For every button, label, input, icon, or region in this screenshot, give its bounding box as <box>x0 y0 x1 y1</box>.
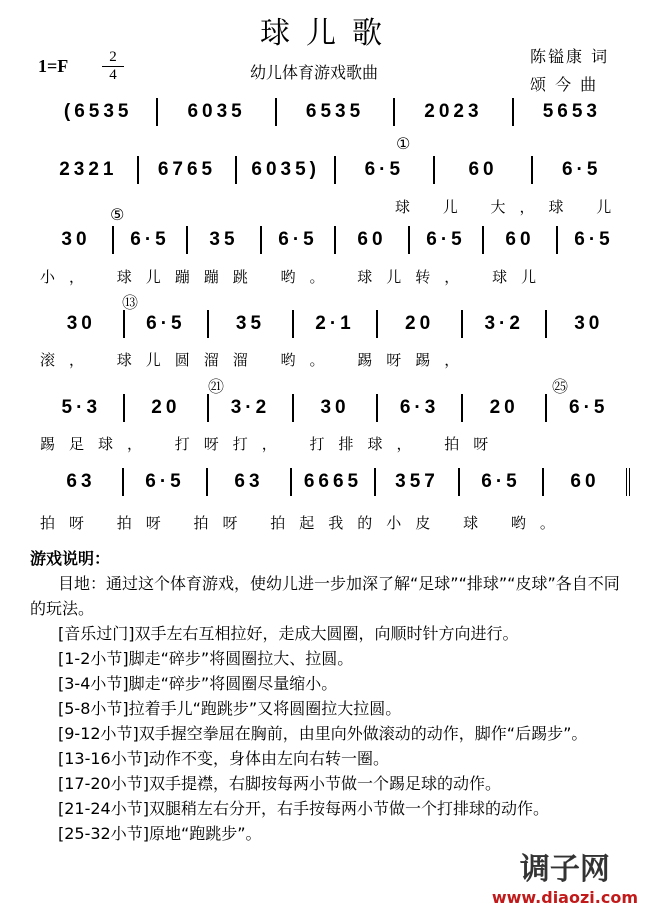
instruction-paragraph: [3-4小节]脚走“碎步”将圆圈尽量缩小。 <box>58 674 338 693</box>
instruction-paragraph: [13-16小节]动作不变，身体由左向右转一圈。 <box>58 749 389 768</box>
time-sig-top: 2 <box>109 49 117 65</box>
measure: 6·5 <box>334 156 433 184</box>
measure: 6035 <box>156 98 274 126</box>
measure: 35 <box>207 310 292 338</box>
measure: 30 <box>545 310 630 338</box>
measure: 6·5 <box>458 468 542 496</box>
lyric-line: 小， 球儿蹦蹦跳 哟。 球儿转， 球儿 <box>40 268 551 286</box>
measure: 6665 <box>290 468 374 496</box>
instruction-paragraph: [9-12小节]双手握空拳屈在胸前，由里向外做滚动的动作，脚作“后踢步”。 <box>58 724 588 743</box>
measure: 3·2 <box>461 310 546 338</box>
instruction-paragraph: [21-24小节]双腿稍左右分开，右手按每两小节做一个打排球的动作。 <box>58 799 549 818</box>
measure: 5653 <box>512 98 630 126</box>
measure: 2321 <box>59 159 118 180</box>
measure: 2·1 <box>292 310 377 338</box>
score-row-4 <box>40 310 630 338</box>
measure: 6·5 <box>260 226 334 254</box>
instruction-paragraph: 目地：通过这个体育游戏，使幼儿进一步加深了解“足球”“排球”“皮球”各自不同的玩法。 <box>30 574 620 618</box>
measure: 6·5 <box>122 468 206 496</box>
lyric-line: 踢足球， 打呀打， 打排球， 拍呀 <box>40 435 503 453</box>
score-row-6 <box>40 468 630 496</box>
score-row-1 <box>40 98 630 126</box>
section-mark: ㉑ <box>208 377 225 396</box>
section-mark: ㉕ <box>552 377 569 396</box>
composer-credit: 颂 今 曲 <box>530 75 599 94</box>
instruction-paragraph: [1-2小节]脚走“碎步”将圆圈拉大、拉圆。 <box>58 649 354 668</box>
measure: 6·5 <box>531 156 630 184</box>
site-watermark <box>492 844 638 907</box>
instruction-paragraph: [音乐过门]双手左右互相拉好，走成大圆圈，向顺时针方向进行。 <box>58 624 519 643</box>
measure: 63 <box>206 468 290 496</box>
instruction-paragraph: [17-20小节]双手提襟，右脚按每两小节做一个踢足球的动作。 <box>58 774 501 793</box>
instruction-paragraph: [5-8小节]拉着手儿“跑跳步”又将圆圈拉大拉圆。 <box>58 699 402 718</box>
score-row-2 <box>40 156 630 184</box>
measure: 30 <box>292 394 377 422</box>
watermark-name: 调子网 <box>519 852 610 887</box>
measure: 6·5 <box>408 226 482 254</box>
measure: 60 <box>482 226 556 254</box>
lyric-line: 球 儿 大，球 儿 <box>395 198 626 216</box>
measure: 6035) <box>235 156 334 184</box>
time-sig-bottom: 4 <box>109 67 117 83</box>
measure: 30 <box>61 229 91 250</box>
game-instructions <box>30 546 630 846</box>
lyricist-credit: 陈镒康 词 <box>530 47 610 66</box>
measure: 20 <box>123 394 208 422</box>
measure: 6·3 <box>376 394 461 422</box>
measure: 63 <box>66 471 96 492</box>
measure: 2023 <box>393 98 511 126</box>
measure: 6765 <box>137 156 236 184</box>
section-mark: ① <box>396 134 411 153</box>
measure: 3·2 <box>207 394 292 422</box>
measure: 6·5 <box>556 226 630 254</box>
section-mark: ⑬ <box>122 293 139 312</box>
instructions-heading: 游戏说明： <box>30 549 111 568</box>
score-row-3 <box>40 226 630 254</box>
instruction-paragraph: [25-32小节]原地“跑跳步”。 <box>58 824 262 843</box>
measure: 6·5 <box>545 394 630 422</box>
measure: (6535 <box>63 101 133 122</box>
measure: 20 <box>376 310 461 338</box>
measure: 60 <box>334 226 408 254</box>
watermark-url: www.diaozi.com <box>491 888 638 907</box>
lyric-line: 滚， 球儿圆溜溜 哟。 踢呀踢， <box>40 351 474 369</box>
measure: 60 <box>542 468 630 496</box>
song-title: 球儿歌 <box>260 16 398 51</box>
measure: 6·5 <box>123 310 208 338</box>
measure: 6·5 <box>112 226 186 254</box>
measure: 60 <box>433 156 532 184</box>
subtitle: 幼儿体育游戏歌曲 <box>250 63 379 82</box>
score-row-5 <box>40 394 630 422</box>
measure: 5·3 <box>61 397 102 418</box>
section-mark: ⑤ <box>110 205 125 224</box>
lyric-line: 拍呀 拍呀 拍呀 拍起我的小皮 球 哟。 <box>40 514 569 532</box>
key-signature: 1=F <box>38 56 69 76</box>
measure: 30 <box>66 313 96 334</box>
measure: 20 <box>461 394 546 422</box>
measure: 35 <box>186 226 260 254</box>
time-signature <box>102 50 124 83</box>
measure: 6535 <box>275 98 393 126</box>
measure: 357 <box>374 468 458 496</box>
